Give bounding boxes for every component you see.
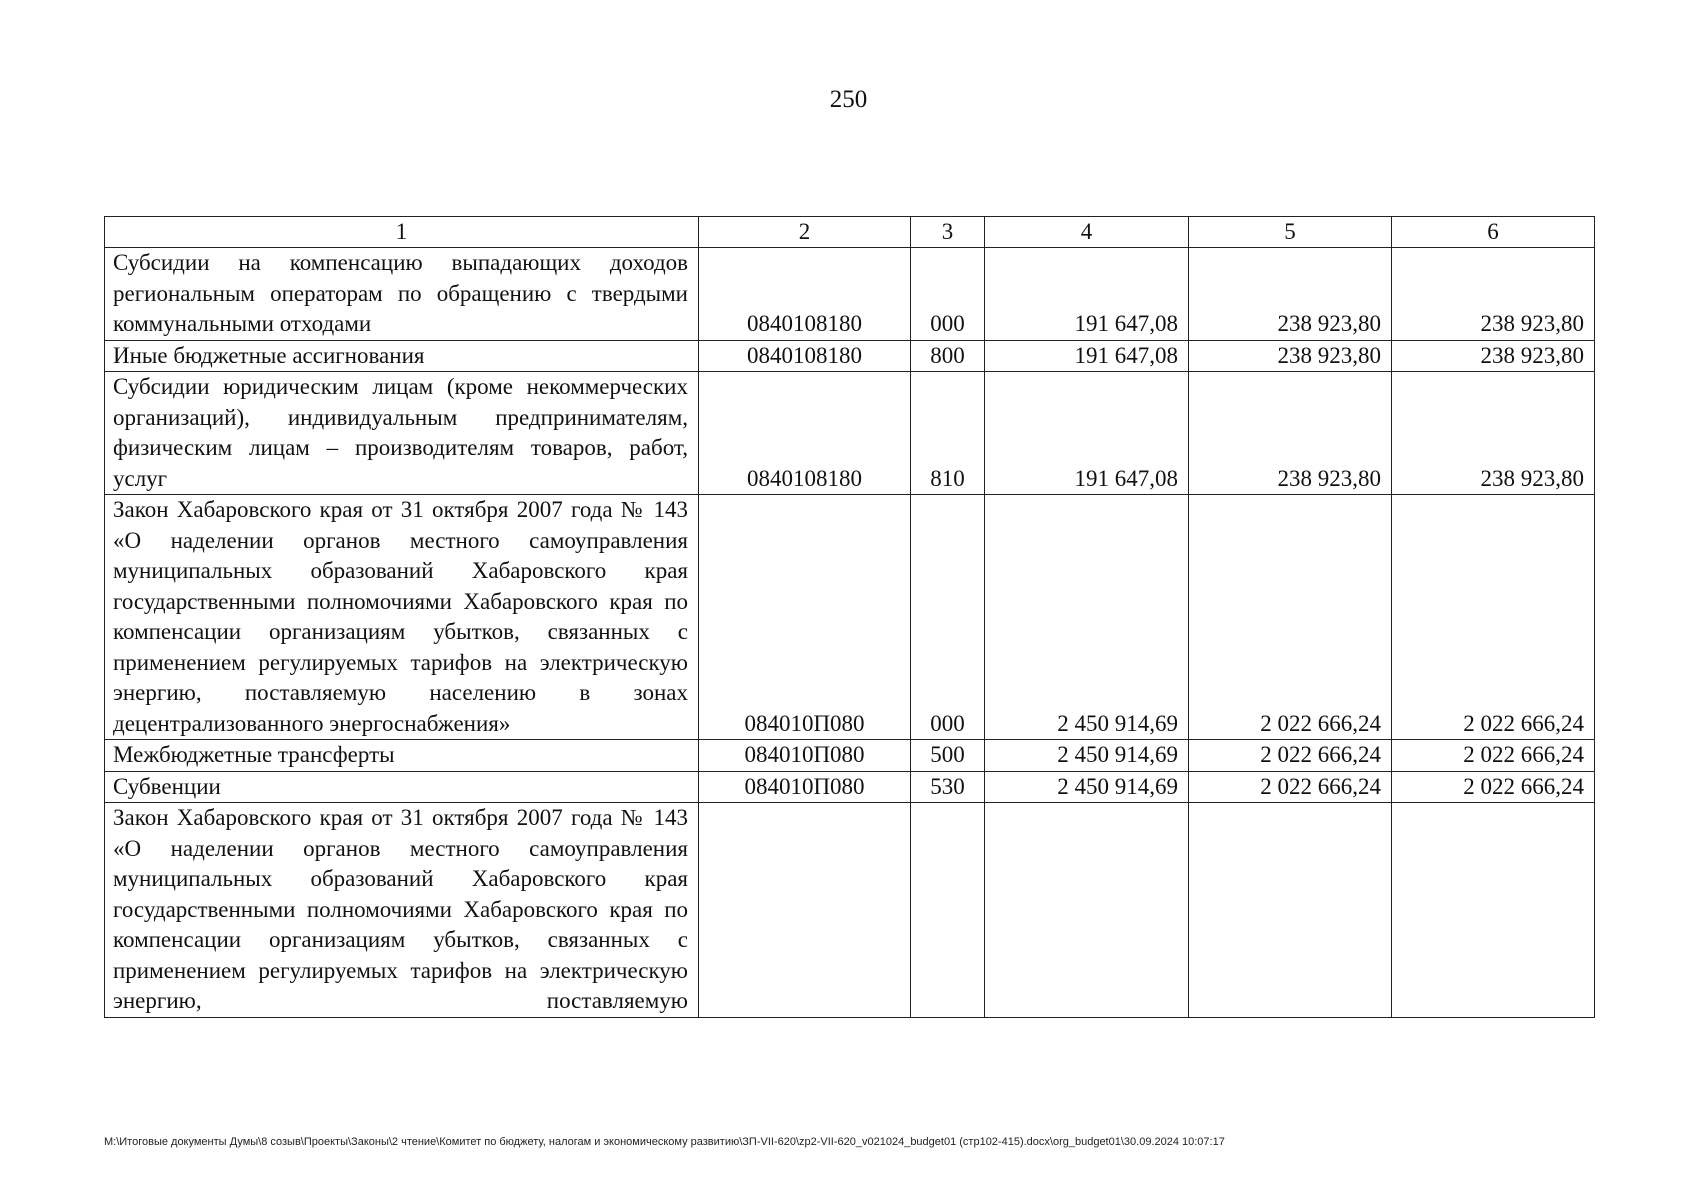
table-row bbox=[105, 248, 1595, 341]
target-article-code: 084010П080 bbox=[699, 771, 911, 803]
row-description: Иные бюджетные ассигнования bbox=[105, 340, 699, 372]
amount-col4: 191 647,08 bbox=[985, 340, 1189, 372]
amount-col5: 2 022 666,24 bbox=[1189, 740, 1392, 772]
table-row bbox=[105, 340, 1595, 372]
amount-col6 bbox=[1392, 803, 1595, 1018]
file-path-footer: M:\Итоговые документы Думы\8 созыв\Проекты\Законы\2 чтение\Комитет по бюджету, налогам и экономическому развитию\ЗП-VII-620\zp2-VII-620_v021024_budget01 (стр102-415).docx\org_budget01\30.09.2024 10:07:17 bbox=[104, 1136, 1225, 1148]
amount-col4: 191 647,08 bbox=[985, 372, 1189, 495]
amount-col6: 2 022 666,24 bbox=[1392, 771, 1595, 803]
column-header: 4 bbox=[985, 217, 1189, 248]
amount-col6: 2 022 666,24 bbox=[1392, 740, 1595, 772]
target-article-code: 0840108180 bbox=[699, 372, 911, 495]
amount-col6: 238 923,80 bbox=[1392, 340, 1595, 372]
row-description: Субсидии на компенсацию выпадающих доходов региональным операторам по обращению с твердыми коммунальными отходами bbox=[105, 248, 699, 341]
expense-type-code bbox=[911, 803, 985, 1018]
column-header: 2 bbox=[699, 217, 911, 248]
amount-col5: 2 022 666,24 bbox=[1189, 771, 1392, 803]
target-article-code bbox=[699, 803, 911, 1018]
amount-col5 bbox=[1189, 803, 1392, 1018]
amount-col5: 238 923,80 bbox=[1189, 372, 1392, 495]
column-header: 1 bbox=[105, 217, 699, 248]
expense-type-code: 000 bbox=[911, 495, 985, 740]
amount-col5: 238 923,80 bbox=[1189, 340, 1392, 372]
budget-table bbox=[104, 216, 1595, 1018]
column-header: 5 bbox=[1189, 217, 1392, 248]
amount-col4: 2 450 914,69 bbox=[985, 771, 1189, 803]
target-article-code: 0840108180 bbox=[699, 248, 911, 341]
expense-type-code: 530 bbox=[911, 771, 985, 803]
expense-type-code: 500 bbox=[911, 740, 985, 772]
expense-type-code: 810 bbox=[911, 372, 985, 495]
expense-type-code: 000 bbox=[911, 248, 985, 341]
page-number: 250 bbox=[829, 86, 868, 113]
amount-col6: 238 923,80 bbox=[1392, 248, 1595, 341]
row-description: Закон Хабаровского края от 31 октября 2007 года № 143 «О наделении органов местного самоуправления муниципальных образований Хабаровского края государственными полномочиями Хабаровского края по компенсации организациям убытков, связанных с применением регулируемых тарифов на электрическую энергию, поставляемую bbox=[105, 803, 699, 1018]
amount-col4: 191 647,08 bbox=[985, 248, 1189, 341]
amount-col4 bbox=[985, 803, 1189, 1018]
expense-type-code: 800 bbox=[911, 340, 985, 372]
table-row bbox=[105, 495, 1595, 740]
row-description: Межбюджетные трансферты bbox=[105, 740, 699, 772]
amount-col6: 2 022 666,24 bbox=[1392, 495, 1595, 740]
table-row bbox=[105, 803, 1595, 1018]
table-row bbox=[105, 740, 1595, 772]
row-description: Закон Хабаровского края от 31 октября 2007 года № 143 «О наделении органов местного самоуправления муниципальных образований Хабаровского края государственными полномочиями Хабаровского края по компенсации организациям убытков, связанных с применением регулируемых тарифов на электрическую энергию, поставляемую населению в зонах децентрализованного энергоснабжения» bbox=[105, 495, 699, 740]
target-article-code: 084010П080 bbox=[699, 495, 911, 740]
table-row bbox=[105, 771, 1595, 803]
amount-col6: 238 923,80 bbox=[1392, 372, 1595, 495]
table-row bbox=[105, 372, 1595, 495]
row-description: Субвенции bbox=[105, 771, 699, 803]
column-header: 6 bbox=[1392, 217, 1595, 248]
table-header-row bbox=[105, 217, 1595, 248]
row-description: Субсидии юридическим лицам (кроме некоммерческих организаций), индивидуальным предпринимателям, физическим лицам – производителям товаров, работ, услуг bbox=[105, 372, 699, 495]
target-article-code: 084010П080 bbox=[699, 740, 911, 772]
column-header: 3 bbox=[911, 217, 985, 248]
target-article-code: 0840108180 bbox=[699, 340, 911, 372]
amount-col4: 2 450 914,69 bbox=[985, 740, 1189, 772]
amount-col4: 2 450 914,69 bbox=[985, 495, 1189, 740]
amount-col5: 238 923,80 bbox=[1189, 248, 1392, 341]
amount-col5: 2 022 666,24 bbox=[1189, 495, 1392, 740]
